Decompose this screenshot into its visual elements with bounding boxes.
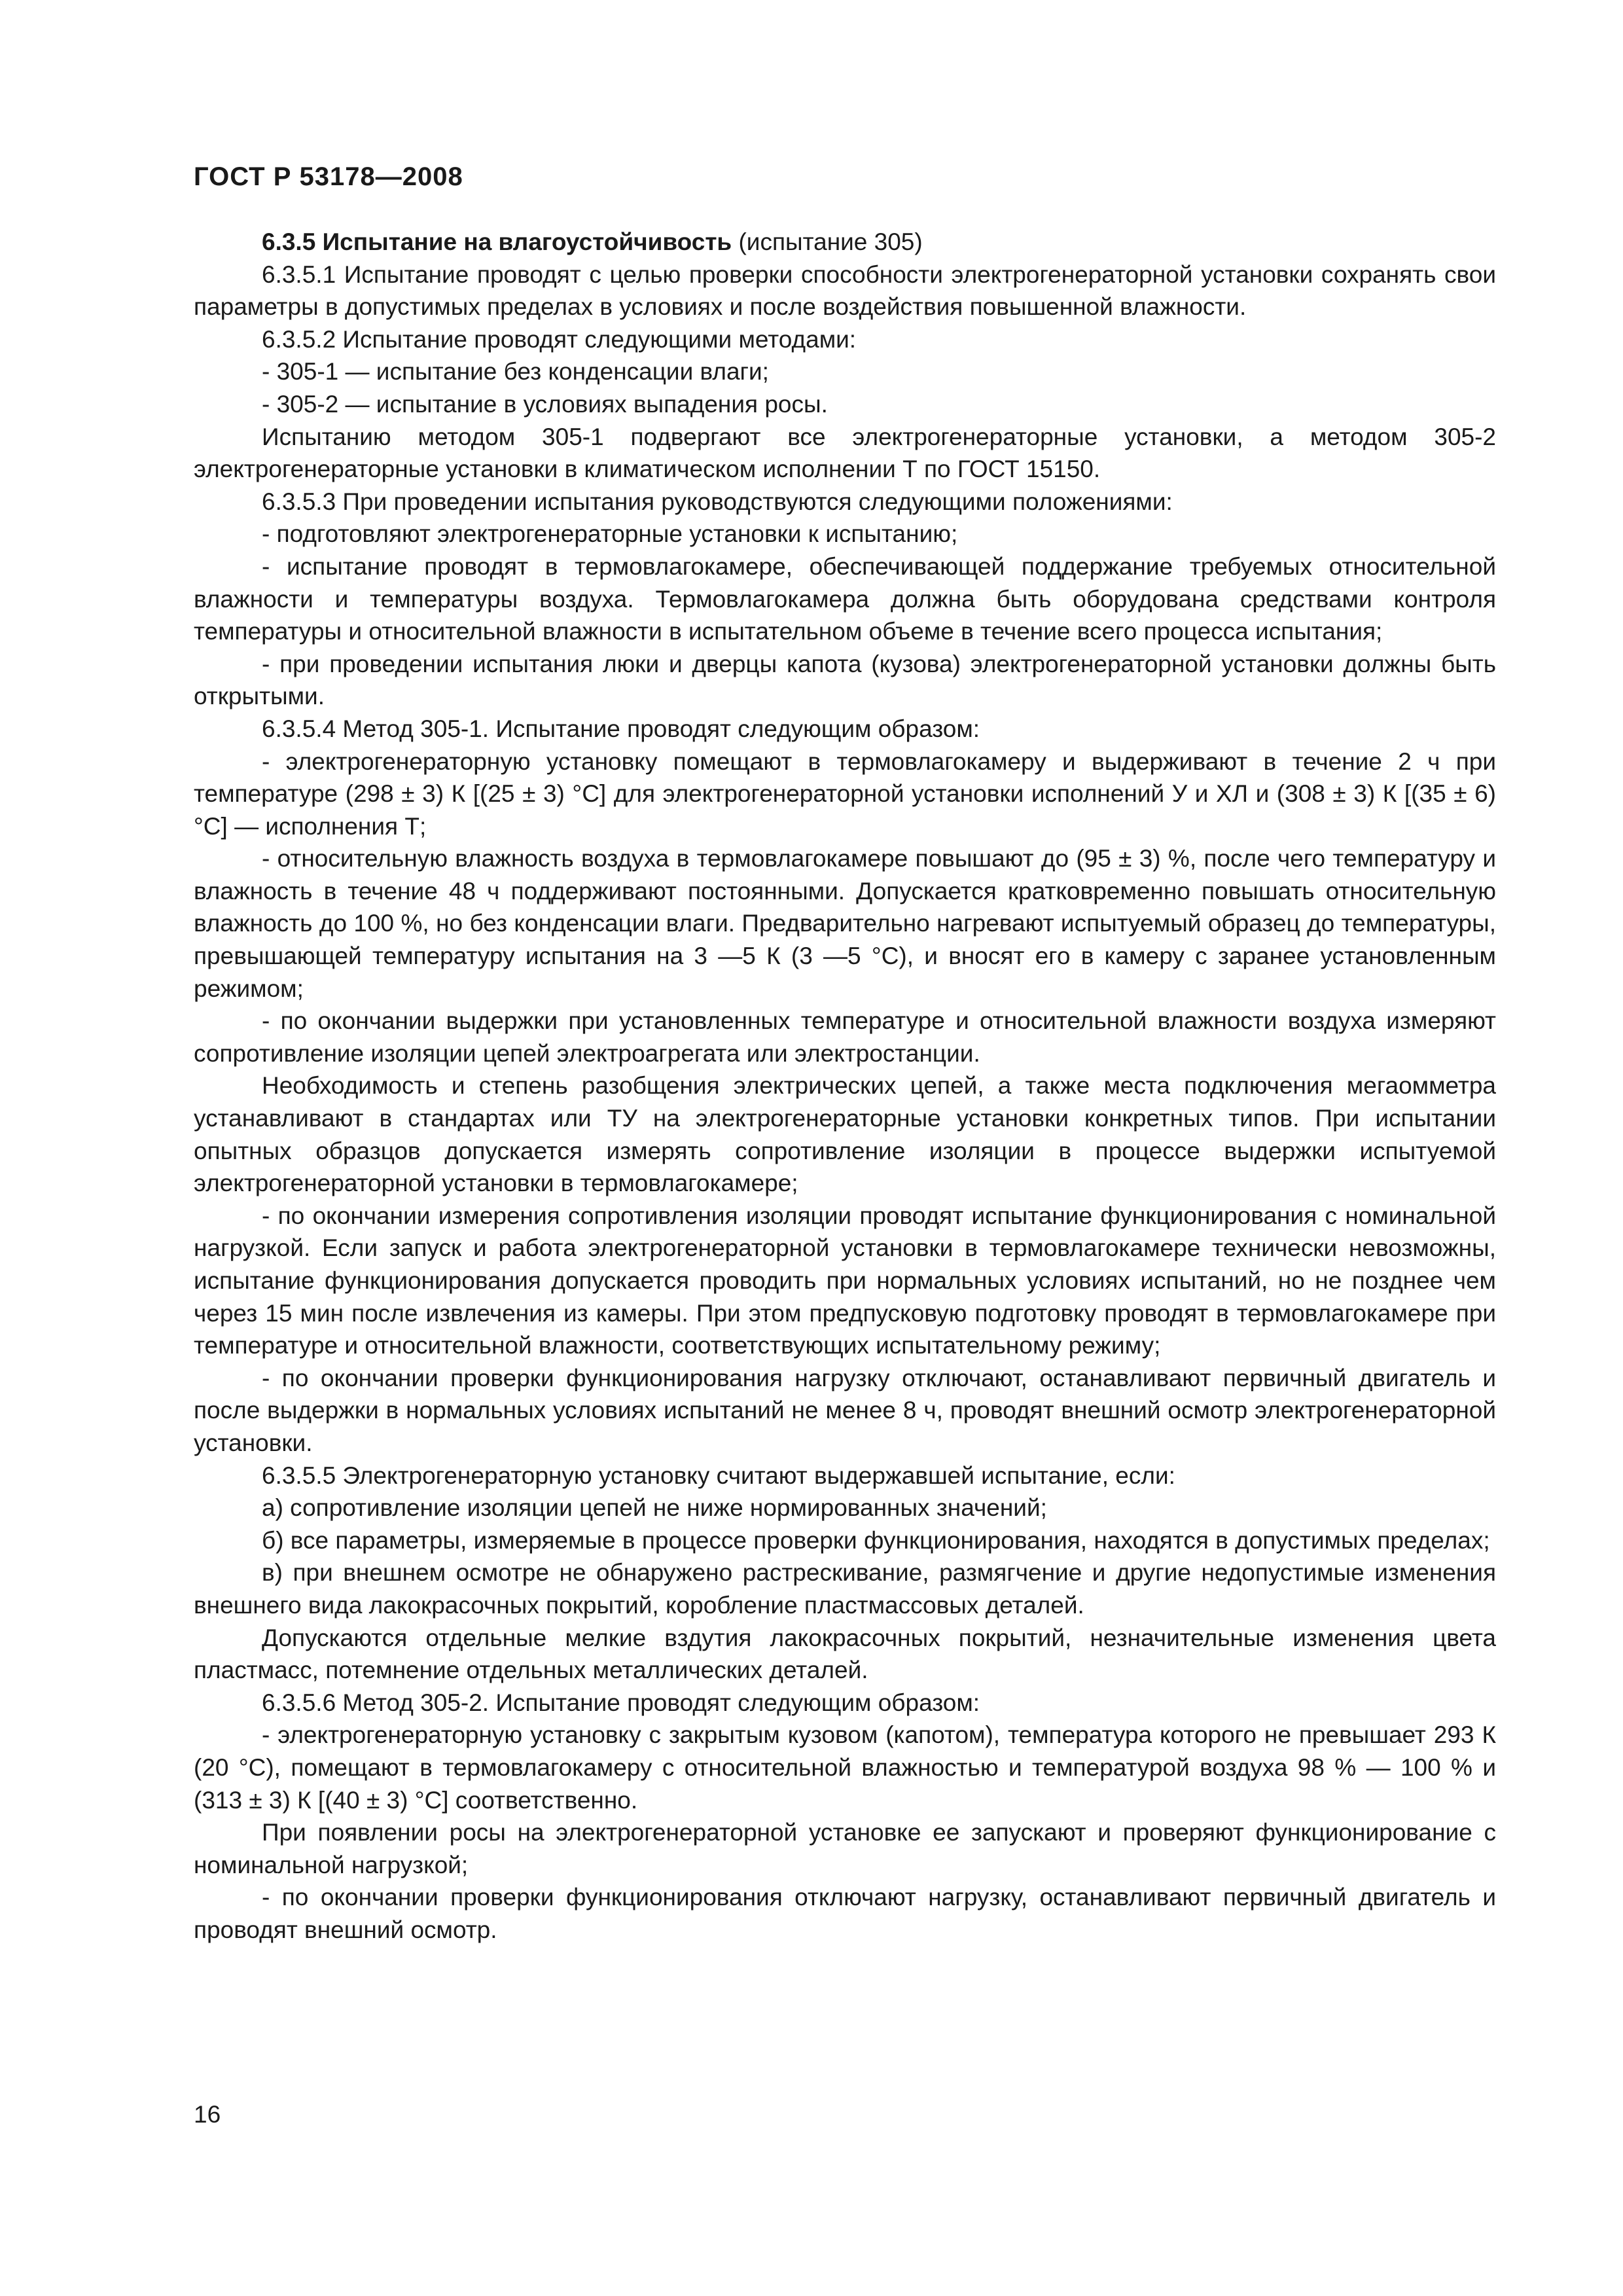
- list-item: - 305-2 — испытание в условиях выпадения росы.: [262, 390, 828, 418]
- paragraph: 6.3.5.5 Электрогенераторную установку считают выдержавшей испытание, если:: [262, 1462, 1175, 1489]
- list-item: - электрогенераторную установку с закрытым кузовом (капотом), температура которого не превышает 293 К (20 °С), помещают в термовлагокамеру с относительной влажностью и температурой воздуха 98 % — 100 % и (313 ± 3) К [(40 ± 3) °С] соответственно.: [194, 1721, 1496, 1814]
- paragraph: 6.3.5.2 Испытание проводят следующими методами:: [262, 325, 857, 353]
- paragraph: Необходимость и степень разобщения электрических цепей, а также места подключения мегаомметра устанавливают в стандартах или ТУ на электрогенераторные установки конкретных типов. При испытании опытных образцов допускается измерять сопротивление изоляции в процессе выдержки испытуемой электрогенераторной установки в термовлагокамере;: [194, 1072, 1496, 1197]
- paragraph: 6.3.5.6 Метод 305-2. Испытание проводят следующим образом:: [262, 1689, 980, 1716]
- list-item: - по окончании выдержки при установленных температуре и относительной влажности воздуха измеряют сопротивление изоляции цепей электроагрегата или электростанции.: [194, 1007, 1496, 1067]
- list-item: - при проведении испытания люки и дверцы капота (кузова) электрогенераторной установки должны быть открытыми.: [194, 650, 1496, 710]
- section-title: Испытание на влагоустойчивость: [322, 228, 732, 255]
- paragraph: При появлении росы на электрогенераторной установке ее запускают и проверяют функционирование с номинальной нагрузкой;: [194, 1819, 1496, 1878]
- document-header: ГОСТ Р 53178—2008: [194, 162, 463, 191]
- list-item: в) при внешнем осмотре не обнаружено растрескивание, размягчение и другие недопустимые изменения внешнего вида лакокрасочных покрытий, коробление пластмассовых деталей.: [194, 1559, 1496, 1619]
- paragraph: 6.3.5.4 Метод 305-1. Испытание проводят следующим образом:: [262, 715, 980, 742]
- document-body: [194, 226, 1496, 1946]
- list-item: - по окончании проверки функционирования отключают нагрузку, останавливают первичный двигатель и проводят внешний осмотр.: [194, 1884, 1496, 1943]
- section-heading: [194, 226, 1496, 259]
- list-item: а) сопротивление изоляции цепей не ниже нормированных значений;: [262, 1494, 1047, 1522]
- list-item: - 305-1 — испытание без конденсации влаги;: [262, 358, 769, 386]
- list-item: б) все параметры, измеряемые в процессе проверки функционирования, находятся в допустимых пределах;: [262, 1526, 1490, 1554]
- list-item: - подготовляют электрогенераторные установки к испытанию;: [262, 520, 958, 548]
- list-item: - испытание проводят в термовлагокамере, обеспечивающей поддержание требуемых относительной влажности и температуры воздуха. Термовлагокамера должна быть оборудована средствами контроля температуры и относительной влажности в испытательном объеме в течение всего процесса испытания;: [194, 552, 1496, 645]
- list-item: - относительную влажность воздуха в термовлагокамере повышают до (95 ± 3) %, после чего температуру и влажность в течение 48 ч поддерживают постоянными. Допускается кратковременно повышать относительную влажность до 100 %, но без конденсации влаги. Предварительно нагревают испытуемый образец до температуры, превышающей температуру испытания на 3 —5 К (3 —5 °С), и вносят его в камеру с заранее установленным режимом;: [194, 845, 1496, 1002]
- list-item: - электрогенераторную установку помещают в термовлагокамеру и выдерживают в течение 2 ч при температуре (298 ± 3) К [(25 ± 3) °С] для электрогенераторной установки исполнений У и ХЛ и (308 ± 3) К [(35 ± 6) °С] — исполнения Т;: [194, 747, 1496, 840]
- paragraph: 6.3.5.1 Испытание проводят с целью проверки способности электрогенераторной установки сохранять свои параметры в допустимых пределах в условиях и после воздействия повышенной влажности.: [194, 260, 1496, 321]
- section-number: 6.3.5: [262, 228, 316, 255]
- list-item: - по окончании измерения сопротивления изоляции проводят испытание функционирования с номинальной нагрузкой. Если запуск и работа электрогенераторной установки в термовлагокамере технически невозможны, испытание функционирования допускается проводить при нормальных условиях испытаний, но не позднее чем через 15 мин после извлечения из камеры. При этом предпусковую подготовку проводят в термовлагокамере при температуре и относительной влажности, соответствующих испытательному режиму;: [194, 1202, 1496, 1359]
- section-suffix: (испытание 305): [732, 228, 923, 255]
- list-item: - по окончании проверки функционирования нагрузку отключают, останавливают первичный двигатель и после выдержки в нормальных условиях испытаний не менее 8 ч, проводят внешний осмотр электрогенераторной установки.: [194, 1364, 1496, 1456]
- paragraph: Допускаются отдельные мелкие вздутия лакокрасочных покрытий, незначительные изменения цвета пластмасс, потемнение отдельных металлических деталей.: [194, 1624, 1496, 1684]
- paragraph: Испытанию методом 305-1 подвергают все электрогенераторные установки, а методом 305-2 электрогенераторные установки в климатическом исполнении Т по ГОСТ 15150.: [194, 423, 1496, 483]
- paragraph: 6.3.5.3 При проведении испытания руководствуются следующими положениями:: [262, 488, 1173, 515]
- page-number: 16: [194, 2101, 221, 2128]
